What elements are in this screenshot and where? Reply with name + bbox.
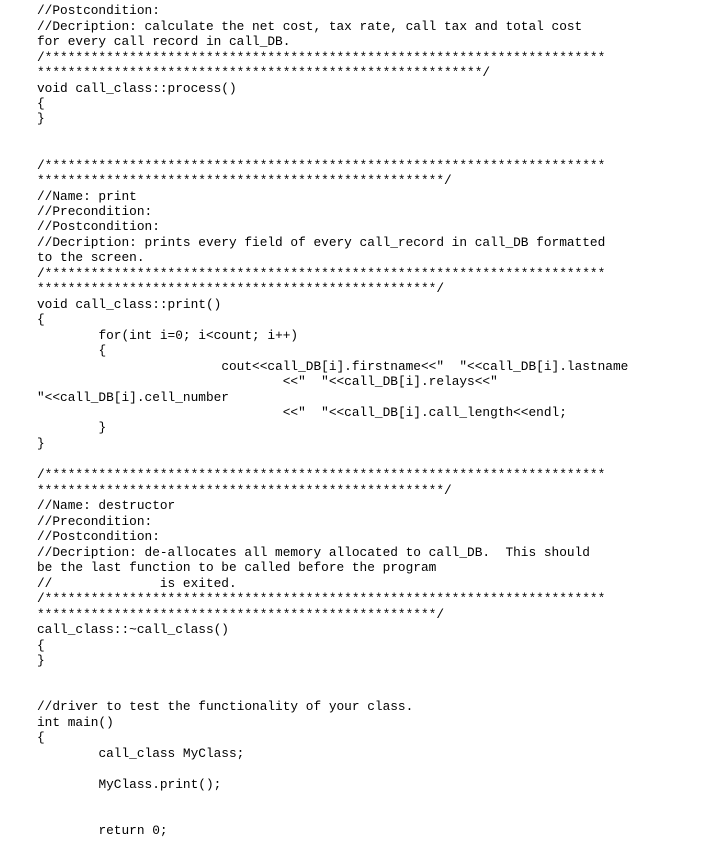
code-line: //Decription: calculate the net cost, tax rate, call tax and total cost xyxy=(37,19,583,34)
code-line: { xyxy=(37,730,45,745)
code-line: to the screen. xyxy=(37,250,145,265)
code-line: { xyxy=(37,638,45,653)
code-line: //Name: print xyxy=(37,189,137,204)
code-line: //Name: destructor xyxy=(37,498,176,513)
code-line: <<" "<<call_DB[i].relays<<" xyxy=(37,374,498,389)
code-line: /************************************************************************* xyxy=(37,50,606,65)
code-line: void call_class::process() xyxy=(37,81,237,96)
code-line: for every call record in call_DB. xyxy=(37,34,291,49)
code-line: //Decription: prints every field of every call_record in call_DB formatted xyxy=(37,235,606,250)
code-line: "<<call_DB[i].cell_number xyxy=(37,390,229,405)
code-line: void call_class::print() xyxy=(37,297,222,312)
code-line: /************************************************************************* xyxy=(37,467,606,482)
code-line: for(int i=0; i<count; i++) xyxy=(37,328,299,343)
code-line: be the last function to be called before the program xyxy=(37,560,437,575)
code-line: { xyxy=(37,96,45,111)
code-line: MyClass.print(); xyxy=(37,777,222,792)
code-line: } xyxy=(37,653,45,668)
code-line: //Postcondition: xyxy=(37,219,160,234)
code-line: } xyxy=(37,111,45,126)
code-line: //Precondition: xyxy=(37,514,153,529)
code-line: call_class::~call_class() xyxy=(37,622,229,637)
code-line: } xyxy=(37,420,107,435)
code-line: cout<<call_DB[i].firstname<<" "<<call_DB[i].lastname xyxy=(37,359,629,374)
code-line: call_class MyClass; xyxy=(37,746,245,761)
code-line: } xyxy=(37,436,45,451)
code-line: //Postcondition: xyxy=(37,529,160,544)
code-line: /************************************************************************* xyxy=(37,158,606,173)
code-line: ****************************************************/ xyxy=(37,607,445,622)
code-line: ****************************************************/ xyxy=(37,281,445,296)
code-line: //Precondition: xyxy=(37,204,153,219)
code-line: { xyxy=(37,312,45,327)
code-line: int main() xyxy=(37,715,114,730)
code-line: /************************************************************************* xyxy=(37,266,606,281)
code-line: { xyxy=(37,343,107,358)
code-line: **********************************************************/ xyxy=(37,65,491,80)
code-line: //Postcondition: xyxy=(37,3,160,18)
code-line: /************************************************************************* xyxy=(37,591,606,606)
code-line: // is exited. xyxy=(37,576,237,591)
code-line: *****************************************************/ xyxy=(37,173,452,188)
code-line: *****************************************************/ xyxy=(37,483,452,498)
code-line: return 0; xyxy=(37,823,168,838)
code-line: //Decription: de-allocates all memory allocated to call_DB. This should xyxy=(37,545,590,560)
code-line: //driver to test the functionality of your class. xyxy=(37,699,414,714)
code-line: <<" "<<call_DB[i].call_length<<endl; xyxy=(37,405,567,420)
